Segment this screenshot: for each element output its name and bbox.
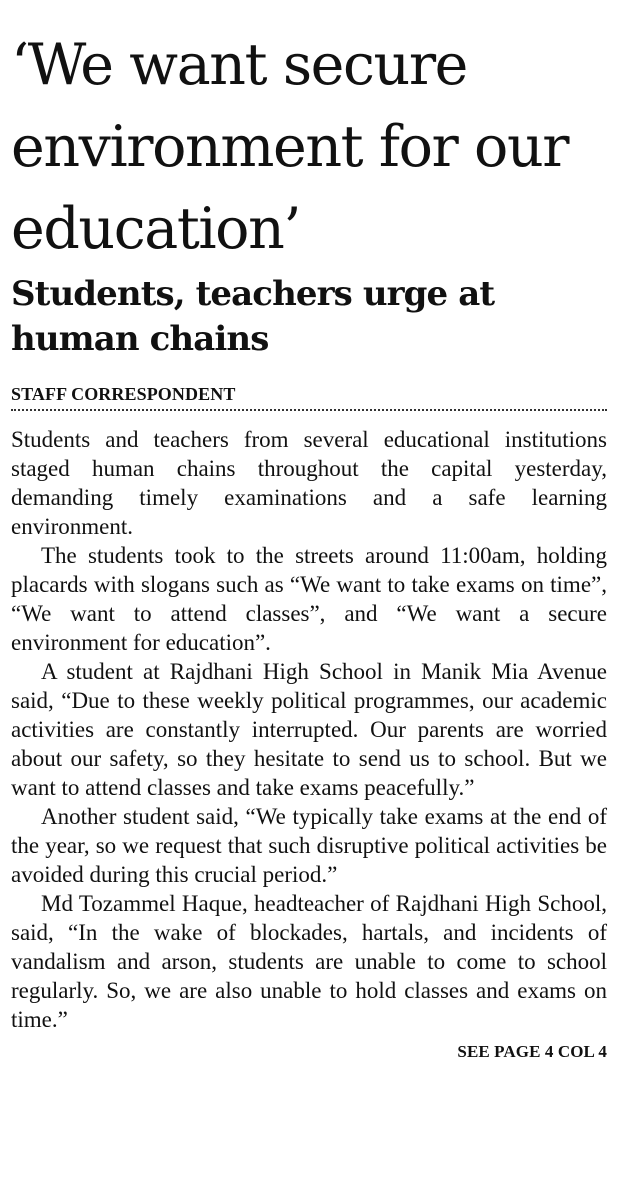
paragraph: Md Tozammel Haque, headteacher of Rajdhani High School, said, “In the wake of blockades, hartals, and incidents of vandalism and arson, students are unable to come to school regularly. So, we are also unable to hold classes and exams on time.”	[11, 891, 607, 1032]
news-article	[11, 0, 607, 1062]
paragraph: The students took to the streets around 11:00am, holding placards with slogans such as “We want to take exams on time”, “We want to attend classes”, and “We want a secure environment for education”.	[11, 543, 607, 655]
article-body	[11, 425, 607, 1034]
headline: ‘We want secure environment for our education’	[11, 32, 569, 262]
subheadline: Students, teachers urge at human chains	[11, 274, 495, 359]
dotted-divider	[11, 409, 607, 411]
paragraph: A student at Rajdhani High School in Manik Mia Avenue said, “Due to these weekly political programmes, our academic activities are constantly interrupted. Our parents are worried about our safety, so they hesitate to send us to school. But we want to attend classes and take exams peacefully.”	[11, 659, 607, 800]
paragraph: Students and teachers from several educational institutions staged human chains throughout the capital yesterday, demanding timely examinations and a safe learning environment.	[11, 427, 607, 539]
paragraph: Another student said, “We typically take exams at the end of the year, so we request that such disruptive political activities be avoided during this crucial period.”	[11, 804, 607, 887]
byline: STAFF CORRESPONDENT	[11, 384, 236, 404]
continuation-note: SEE PAGE 4 COL 4	[457, 1042, 607, 1061]
